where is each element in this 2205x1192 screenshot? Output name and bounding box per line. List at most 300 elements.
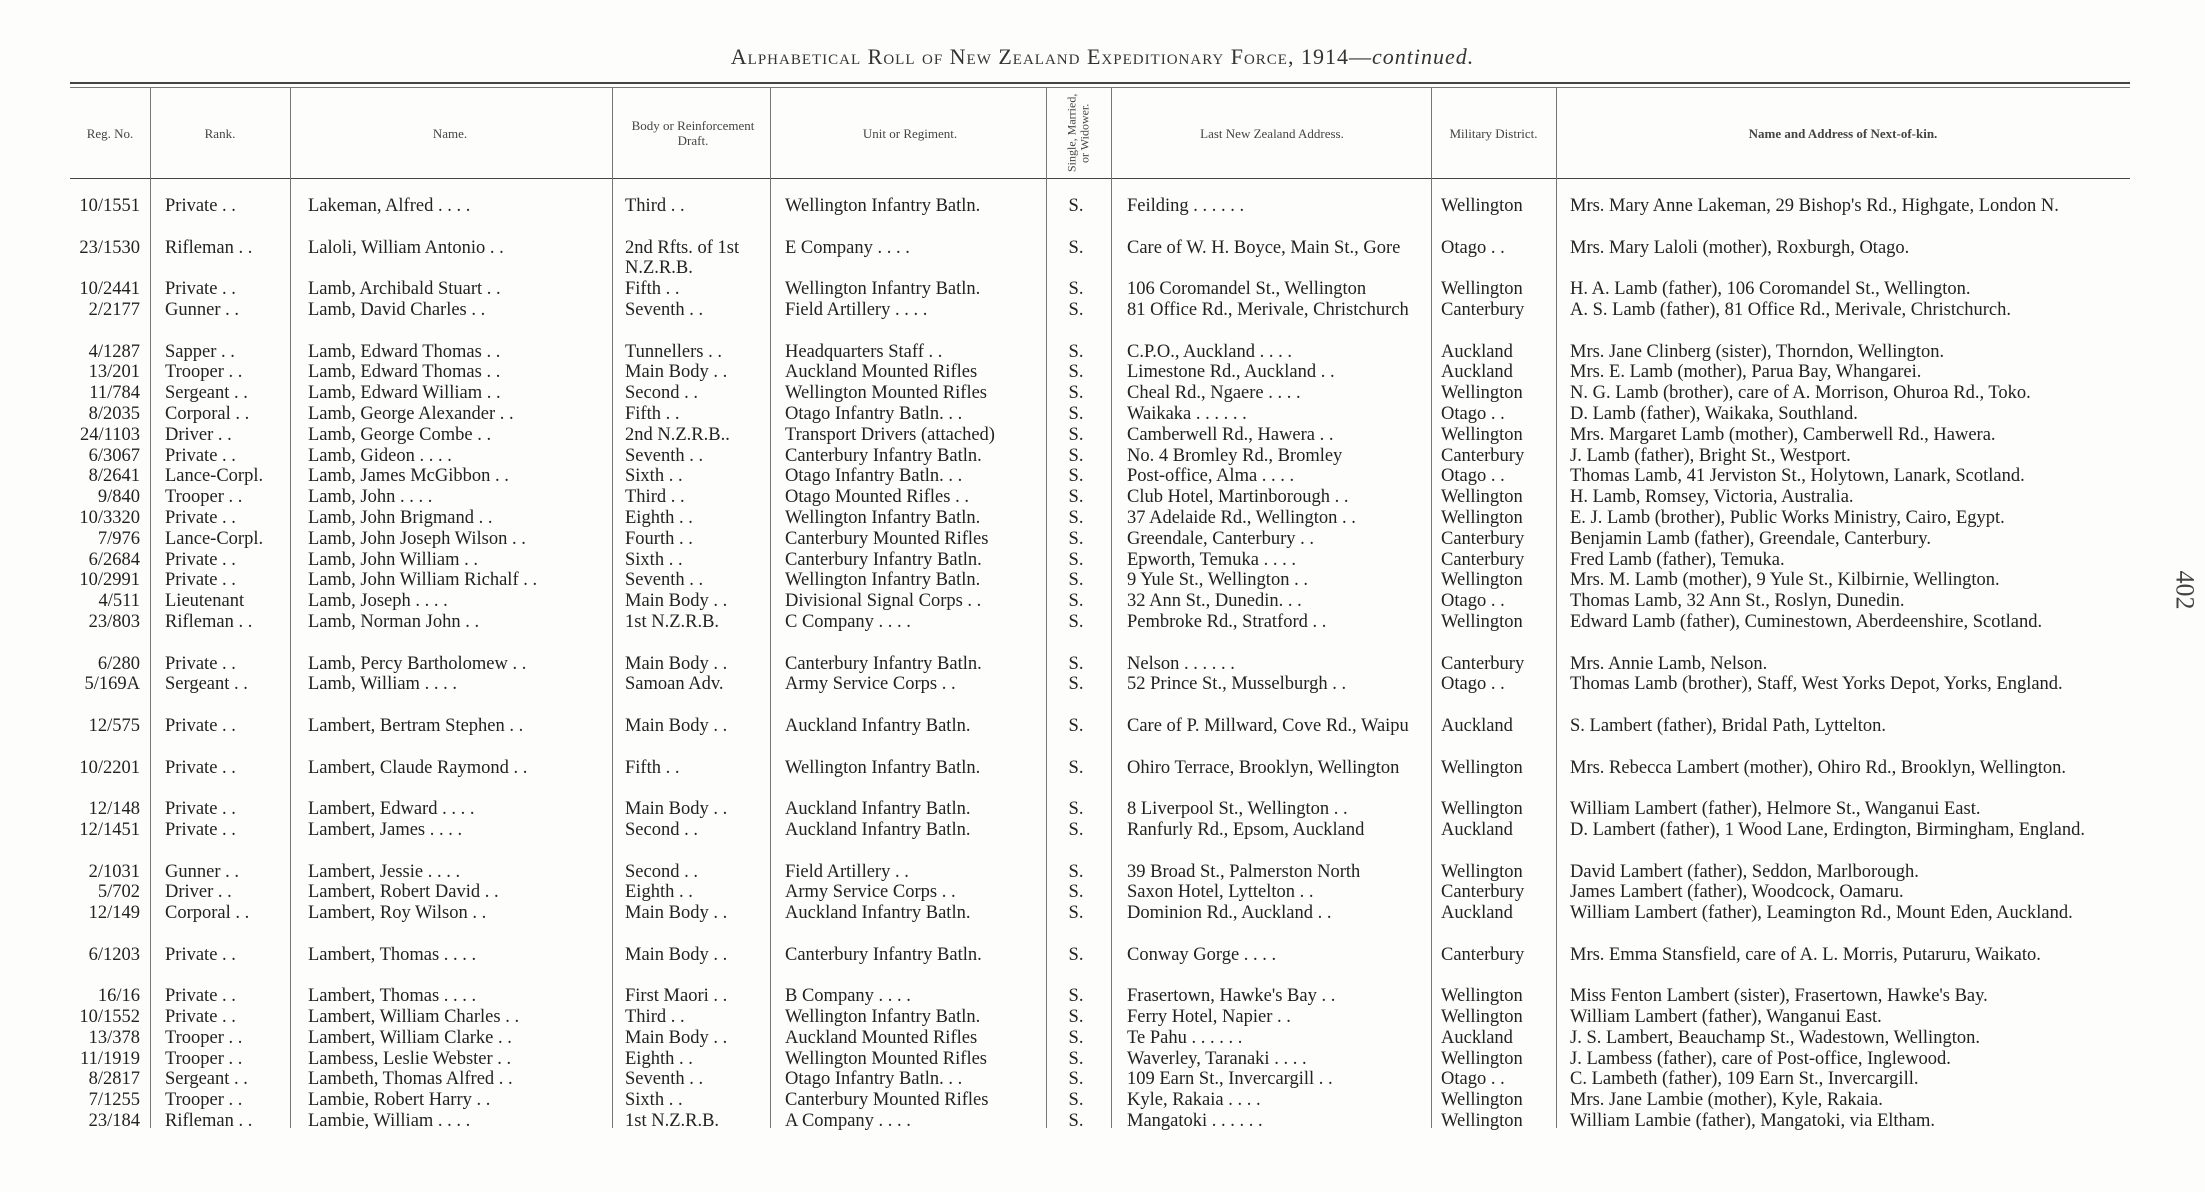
- cell-unit: Auckland Infantry Batln.: [785, 819, 971, 840]
- cell-reg: 16/16: [97, 986, 140, 1007]
- cell-unit: Wellington Mounted Rifles: [785, 1048, 987, 1069]
- cell-body: 2nd N.Z.R.B..: [625, 424, 730, 445]
- cell-name: Laloli, William Antonio . .: [308, 237, 504, 258]
- cell-reg: 2/1031: [88, 861, 140, 882]
- cell-unit: Canterbury Infantry Batln.: [785, 549, 982, 570]
- table-row: [0, 1069, 2205, 1090]
- cell-addr: Epworth, Temuka . . . .: [1127, 549, 1296, 570]
- cell-name: Lambert, Jessie . . . .: [308, 861, 461, 882]
- cell-rank: Private . .: [165, 196, 236, 216]
- cell-body: Third . .: [625, 487, 685, 508]
- table-row: [0, 1007, 2205, 1028]
- title-main: Alphabetical Roll of New Zealand Expeditionary Force, 1914—: [730, 44, 1372, 69]
- cell-kin: Mrs. Margaret Lamb (mother), Camberwell Rd., Hawera.: [1570, 424, 1996, 445]
- cell-kin: Edward Lamb (father), Cuminestown, Aberdeenshire, Scotland.: [1570, 611, 2043, 632]
- cell-body: Eighth . .: [625, 507, 693, 528]
- cell-body: Fifth . .: [625, 403, 680, 424]
- cell-reg: 23/1530: [79, 237, 140, 258]
- cell-reg: 6/2684: [88, 549, 140, 570]
- cell-name: Lambert, William Charles . .: [308, 1007, 520, 1028]
- cell-kin: Miss Fenton Lambert (sister), Frasertown, Hawke's Bay.: [1570, 986, 1988, 1007]
- table-row: [0, 529, 2205, 550]
- cell-status: S.: [1068, 570, 1084, 591]
- cell-reg: 8/2035: [88, 403, 140, 424]
- cell-dist: Wellington: [1441, 424, 1523, 445]
- cell-reg: 7/1255: [88, 1090, 140, 1111]
- cell-unit: Auckland Mounted Rifles: [785, 362, 978, 383]
- cell-status: S.: [1068, 861, 1084, 882]
- cell-dist: Canterbury: [1441, 445, 1525, 466]
- cell-name: Lamb, John Joseph Wilson . .: [308, 528, 526, 549]
- page-number: 402: [2170, 570, 2200, 610]
- cell-name: Lamb, Norman John . .: [308, 611, 480, 632]
- header-rank: Rank.: [204, 125, 236, 141]
- cell-addr: Frasertown, Hawke's Bay . .: [1127, 986, 1336, 1007]
- cell-name: Lamb, Percy Bartholomew . .: [308, 653, 527, 674]
- cell-body: Main Body . .: [625, 715, 728, 736]
- cell-rank: Private . .: [165, 715, 236, 736]
- cell-unit: Auckland Infantry Batln.: [785, 715, 971, 736]
- table-row: [0, 446, 2205, 467]
- table-row: [0, 758, 2205, 800]
- cell-addr: 9 Yule St., Wellington . .: [1127, 570, 1308, 591]
- cell-kin: Mrs. Jane Clinberg (sister), Thorndon, Wellington.: [1570, 341, 1945, 362]
- cell-addr: 52 Prince St., Musselburgh . .: [1127, 674, 1347, 695]
- table-row: [0, 404, 2205, 425]
- cell-rank: Rifleman . .: [165, 1111, 253, 1132]
- cell-addr: No. 4 Bromley Rd., Bromley: [1127, 445, 1343, 466]
- cell-name: Lambert, Claude Raymond . .: [308, 757, 528, 778]
- cell-status: S.: [1068, 819, 1084, 840]
- cell-status: S.: [1068, 1090, 1084, 1111]
- cell-rank: Rifleman . .: [165, 611, 253, 632]
- cell-body: Main Body . .: [625, 653, 728, 674]
- cell-addr: 8 Liverpool St., Wellington . .: [1127, 799, 1348, 820]
- cell-dist: Otago . .: [1441, 674, 1505, 695]
- cell-dist: Wellington: [1441, 487, 1523, 508]
- table-row: [0, 986, 2205, 1007]
- cell-addr: Kyle, Rakaia . . . .: [1127, 1090, 1261, 1111]
- cell-addr: 32 Ann St., Dunedin. . .: [1127, 591, 1302, 612]
- cell-kin: Mrs. Mary Laloli (mother), Roxburgh, Otago.: [1570, 237, 1910, 258]
- cell-body: Sixth . .: [625, 466, 683, 487]
- cell-rank: Sapper . .: [165, 341, 235, 362]
- cell-reg: 10/3320: [79, 507, 140, 528]
- cell-kin: William Lambert (father), Wanganui East.: [1570, 1007, 1882, 1028]
- cell-name: Lamb, John Brigmand . .: [308, 507, 493, 528]
- cell-unit: Wellington Infantry Batln.: [785, 196, 981, 216]
- cell-reg: 12/575: [88, 715, 140, 736]
- cell-name: Lamb, George Combe . .: [308, 424, 492, 445]
- cell-name: Lamb, Archibald Stuart . .: [308, 279, 501, 300]
- cell-dist: Auckland: [1441, 1027, 1513, 1048]
- cell-unit: Auckland Infantry Batln.: [785, 903, 971, 924]
- cell-reg: 5/169A: [84, 674, 140, 695]
- cell-reg: 13/378: [88, 1027, 140, 1048]
- cell-unit: B Company . . . .: [785, 986, 911, 1007]
- header-next-of-kin: Name and Address of Next-of-kin.: [1748, 125, 1938, 141]
- header-reg-no: Reg. No.: [86, 125, 134, 141]
- cell-addr: Care of P. Millward, Cove Rd., Waipu: [1127, 715, 1409, 736]
- cell-reg: 10/2441: [79, 279, 140, 300]
- table-row: [0, 674, 2205, 716]
- cell-status: S.: [1068, 549, 1084, 570]
- cell-reg: 12/1451: [79, 819, 140, 840]
- cell-status: S.: [1068, 403, 1084, 424]
- cell-status: S.: [1068, 653, 1084, 674]
- cell-unit: Otago Infantry Batln. . .: [785, 1069, 963, 1090]
- cell-unit: Wellington Mounted Rifles: [785, 383, 987, 404]
- cell-kin: William Lambert (father), Leamington Rd., Mount Eden, Auckland.: [1570, 903, 2073, 924]
- cell-unit: Otago Infantry Batln. . .: [785, 466, 963, 487]
- cell-unit: Canterbury Mounted Rifles: [785, 1090, 989, 1111]
- cell-status: S.: [1068, 196, 1084, 216]
- cell-body: Main Body . .: [625, 799, 728, 820]
- cell-status: S.: [1068, 903, 1084, 924]
- cell-name: Lambie, Robert Harry . .: [308, 1090, 491, 1111]
- table-row: [0, 820, 2205, 862]
- table-row: [0, 1111, 2205, 1132]
- cell-kin: William Lambert (father), Helmore St., Wanganui East.: [1570, 799, 1981, 820]
- cell-addr: Saxon Hotel, Lyttelton . .: [1127, 882, 1314, 903]
- cell-reg: 8/2817: [88, 1069, 140, 1090]
- cell-rank: Private . .: [165, 549, 236, 570]
- cell-reg: 6/280: [97, 653, 140, 674]
- cell-dist: Canterbury: [1441, 653, 1525, 674]
- cell-kin: James Lambert (father), Woodcock, Oamaru.: [1570, 882, 1904, 903]
- page-title: [0, 44, 2205, 70]
- cell-status: S.: [1068, 424, 1084, 445]
- cell-body: Sixth . .: [625, 549, 683, 570]
- cell-rank: Driver . .: [165, 424, 232, 445]
- cell-rank: Driver . .: [165, 882, 232, 903]
- cell-name: Lambie, William . . . .: [308, 1111, 471, 1132]
- header-military-district: Military District.: [1449, 125, 1538, 141]
- cell-body: Samoan Adv.: [625, 674, 724, 695]
- cell-name: Lambert, Thomas . . . .: [308, 986, 477, 1007]
- cell-name: Lamb, Edward Thomas . .: [308, 341, 501, 362]
- cell-rank: Trooper . .: [165, 362, 243, 383]
- cell-name: Lambert, James . . . .: [308, 819, 463, 840]
- cell-kin: J. Lamb (father), Bright St., Westport.: [1570, 445, 1851, 466]
- cell-kin: William Lambie (father), Mangatoki, via Eltham.: [1570, 1111, 1936, 1132]
- cell-dist: Wellington: [1441, 570, 1523, 591]
- cell-kin: N. G. Lamb (brother), care of A. Morrison, Ohuroa Rd., Toko.: [1570, 383, 2031, 404]
- cell-rank: Rifleman . .: [165, 237, 253, 258]
- cell-rank: Lieutenant: [165, 591, 245, 612]
- cell-name: Lambert, William Clarke . .: [308, 1027, 512, 1048]
- cell-body: Seventh . .: [625, 1069, 704, 1090]
- cell-status: S.: [1068, 528, 1084, 549]
- cell-dist: Wellington: [1441, 1111, 1523, 1132]
- cell-status: S.: [1068, 383, 1084, 404]
- cell-addr: Te Pahu . . . . . .: [1127, 1027, 1243, 1048]
- cell-unit: Canterbury Infantry Batln.: [785, 445, 982, 466]
- cell-body: Fifth . .: [625, 757, 680, 778]
- cell-kin: David Lambert (father), Seddon, Marlborough.: [1570, 861, 1919, 882]
- cell-addr: 39 Broad St., Palmerston North: [1127, 861, 1361, 882]
- cell-rank: Sergeant . .: [165, 383, 248, 404]
- cell-body: Fifth . .: [625, 279, 680, 300]
- cell-body: Seventh . .: [625, 299, 704, 320]
- cell-rank: Gunner . .: [165, 861, 239, 882]
- cell-reg: 4/511: [98, 591, 140, 612]
- cell-status: S.: [1068, 799, 1084, 820]
- cell-status: S.: [1068, 445, 1084, 466]
- cell-body: Tunnellers . .: [625, 341, 722, 362]
- cell-unit: Army Service Corps . .: [785, 882, 956, 903]
- cell-addr: Ferry Hotel, Napier . .: [1127, 1007, 1291, 1028]
- cell-kin: Mrs. Emma Stansfield, care of A. L. Morris, Putaruru, Waikato.: [1570, 944, 2041, 965]
- cell-reg: 4/1287: [88, 341, 140, 362]
- cell-dist: Canterbury: [1441, 882, 1525, 903]
- cell-status: S.: [1068, 299, 1084, 320]
- cell-unit: Wellington Infantry Batln.: [785, 757, 981, 778]
- cell-kin: J. S. Lambert, Beauchamp St., Wadestown, Wellington.: [1570, 1027, 1980, 1048]
- table-row: [0, 383, 2205, 404]
- cell-body: Main Body . .: [625, 1027, 728, 1048]
- cell-rank: Trooper . .: [165, 487, 243, 508]
- cell-reg: 13/201: [88, 362, 140, 383]
- cell-rank: Private . .: [165, 507, 236, 528]
- cell-rank: Lance-Corpl.: [165, 466, 264, 487]
- cell-unit: E Company . . . .: [785, 237, 910, 258]
- cell-body: Main Body . .: [625, 944, 728, 965]
- cell-kin: Mrs. Rebecca Lambert (mother), Ohiro Rd., Brooklyn, Wellington.: [1570, 757, 2067, 778]
- cell-unit: Divisional Signal Corps . .: [785, 591, 982, 612]
- cell-body: Third . .: [625, 196, 685, 216]
- cell-dist: Canterbury: [1441, 528, 1525, 549]
- cell-kin: H. Lamb, Romsey, Victoria, Australia.: [1570, 487, 1854, 508]
- title-continued: continued.: [1371, 44, 1475, 69]
- cell-rank: Lance-Corpl.: [165, 528, 264, 549]
- cell-dist: Auckland: [1441, 819, 1513, 840]
- cell-status: S.: [1068, 341, 1084, 362]
- cell-status: S.: [1068, 487, 1084, 508]
- cell-dist: Otago . .: [1441, 1069, 1505, 1090]
- cell-status: S.: [1068, 674, 1084, 695]
- cell-name: Lamb, John William Richalf . .: [308, 570, 538, 591]
- cell-rank: Sergeant . .: [165, 1069, 248, 1090]
- cell-dist: Wellington: [1441, 757, 1523, 778]
- cell-dist: Wellington: [1441, 799, 1523, 820]
- cell-name: Lamb, Joseph . . . .: [308, 591, 448, 612]
- cell-kin: Mrs. E. Lamb (mother), Parua Bay, Whangarei.: [1570, 362, 1922, 383]
- cell-reg: 12/149: [88, 903, 140, 924]
- cell-addr: Conway Gorge . . . .: [1127, 944, 1277, 965]
- cell-dist: Auckland: [1441, 341, 1513, 362]
- cell-name: Lambert, Thomas . . . .: [308, 944, 477, 965]
- cell-reg: 8/2641: [88, 466, 140, 487]
- cell-reg: 24/1103: [80, 424, 140, 445]
- cell-name: Lamb, James McGibbon . .: [308, 466, 509, 487]
- cell-addr: Nelson . . . . . .: [1127, 653, 1235, 674]
- cell-addr: 106 Coromandel St., Wellington: [1127, 279, 1367, 300]
- table-row: [0, 612, 2205, 654]
- cell-status: S.: [1068, 1111, 1084, 1132]
- cell-reg: 10/1552: [79, 1007, 140, 1028]
- cell-kin: Mrs. Mary Anne Lakeman, 29 Bishop's Rd., Highgate, London N.: [1570, 196, 2059, 216]
- cell-addr: Ranfurly Rd., Epsom, Auckland: [1127, 819, 1365, 840]
- cell-body: Seventh . .: [625, 445, 704, 466]
- cell-kin: Mrs. Jane Lambie (mother), Kyle, Rakaia.: [1570, 1090, 1883, 1111]
- cell-unit: Auckland Mounted Rifles: [785, 1027, 978, 1048]
- cell-name: Lambert, Robert David . .: [308, 882, 499, 903]
- table-row: [0, 425, 2205, 446]
- header-name: Name.: [432, 125, 468, 141]
- cell-body: Eighth . .: [625, 1048, 693, 1069]
- cell-addr: Ohiro Terrace, Brooklyn, Wellington: [1127, 757, 1400, 778]
- cell-kin: Mrs. M. Lamb (mother), 9 Yule St., Kilbirnie, Wellington.: [1570, 570, 2000, 591]
- cell-dist: Wellington: [1441, 196, 1523, 216]
- cell-addr: Waikaka . . . . . .: [1127, 403, 1247, 424]
- cell-kin: J. Lambess (father), care of Post-office, Inglewood.: [1570, 1048, 1951, 1069]
- cell-name: Lambess, Leslie Webster . .: [308, 1048, 512, 1069]
- cell-rank: Trooper . .: [165, 1090, 243, 1111]
- cell-kin: D. Lambert (father), 1 Wood Lane, Erdington, Birmingham, England.: [1570, 819, 2086, 840]
- cell-reg: 11/1919: [80, 1048, 140, 1069]
- cell-addr: Cheal Rd., Ngaere . . . .: [1127, 383, 1301, 404]
- table-row: [0, 238, 2205, 280]
- cell-status: S.: [1068, 1007, 1084, 1028]
- cell-body: Second . .: [625, 819, 698, 840]
- cell-name: Lamb, George Alexander . .: [308, 403, 514, 424]
- table-row: [0, 362, 2205, 383]
- cell-addr: 37 Adelaide Rd., Wellington . .: [1127, 507, 1356, 528]
- table-row: [0, 862, 2205, 883]
- cell-body: Main Body . .: [625, 903, 728, 924]
- table-row: [0, 508, 2205, 529]
- table-row: [0, 1028, 2205, 1049]
- table-row: [0, 570, 2205, 591]
- cell-dist: Auckland: [1441, 715, 1513, 736]
- table-row: [0, 903, 2205, 945]
- cell-kin: Thomas Lamb, 32 Ann St., Roslyn, Dunedin.: [1570, 591, 1905, 612]
- cell-reg: 6/1203: [88, 944, 140, 965]
- header-status: Single, Married, or Widower.: [1064, 93, 1092, 173]
- cell-name: Lambert, Roy Wilson . .: [308, 903, 487, 924]
- cell-body: 1st N.Z.R.B.: [625, 611, 720, 632]
- cell-body: Seventh . .: [625, 570, 704, 591]
- cell-dist: Wellington: [1441, 861, 1523, 882]
- cell-kin: D. Lamb (father), Waikaka, Southland.: [1570, 403, 1858, 424]
- cell-status: S.: [1068, 986, 1084, 1007]
- cell-addr: Dominion Rd., Auckland . .: [1127, 903, 1332, 924]
- table-row: [0, 279, 2205, 300]
- cell-rank: Trooper . .: [165, 1048, 243, 1069]
- cell-status: S.: [1068, 1048, 1084, 1069]
- cell-rank: Corporal . .: [165, 403, 250, 424]
- cell-reg: 7/976: [97, 528, 140, 549]
- cell-unit: Wellington Infantry Batln.: [785, 1007, 981, 1028]
- cell-body: Third . .: [625, 1007, 685, 1028]
- cell-rank: Sergeant . .: [165, 674, 248, 695]
- cell-kin: H. A. Lamb (father), 106 Coromandel St., Wellington.: [1570, 279, 1971, 300]
- cell-status: S.: [1068, 1027, 1084, 1048]
- cell-unit: Canterbury Infantry Batln.: [785, 653, 982, 674]
- cell-reg: 2/2177: [88, 299, 140, 320]
- cell-reg: 12/148: [88, 799, 140, 820]
- cell-status: S.: [1068, 279, 1084, 300]
- cell-body: Sixth . .: [625, 1090, 683, 1111]
- cell-unit: A Company . . . .: [785, 1111, 911, 1132]
- cell-unit: Otago Mounted Rifles . .: [785, 487, 969, 508]
- cell-name: Lamb, Edward Thomas . .: [308, 362, 501, 383]
- cell-addr: Waverley, Taranaki . . . .: [1127, 1048, 1307, 1069]
- cell-unit: Otago Infantry Batln. . .: [785, 403, 963, 424]
- header-unit: Unit or Regiment.: [862, 125, 958, 141]
- cell-dist: Wellington: [1441, 383, 1523, 404]
- cell-kin: C. Lambeth (father), 109 Earn St., Invercargill.: [1570, 1069, 1919, 1090]
- cell-body: Main Body . .: [625, 591, 728, 612]
- cell-addr: Feilding . . . . . .: [1127, 196, 1245, 216]
- cell-unit: Wellington Infantry Batln.: [785, 279, 981, 300]
- cell-rank: Private . .: [165, 570, 236, 591]
- cell-reg: 10/1551: [79, 196, 140, 216]
- cell-body: First Maori . .: [625, 986, 728, 1007]
- cell-dist: Wellington: [1441, 1090, 1523, 1111]
- cell-status: S.: [1068, 466, 1084, 487]
- cell-status: S.: [1068, 611, 1084, 632]
- table-row: [0, 945, 2205, 987]
- table-row: [0, 1090, 2205, 1111]
- cell-reg: 11/784: [89, 383, 140, 404]
- cell-name: Lamb, David Charles . .: [308, 299, 486, 320]
- cell-kin: Benjamin Lamb (father), Greendale, Canterbury.: [1570, 528, 1931, 549]
- table-row: [0, 882, 2205, 903]
- table-row: [0, 716, 2205, 758]
- cell-rank: Gunner . .: [165, 299, 239, 320]
- cell-unit: Canterbury Mounted Rifles: [785, 528, 989, 549]
- table-row: [0, 487, 2205, 508]
- cell-rank: Private . .: [165, 757, 236, 778]
- cell-body: Second . .: [625, 383, 698, 404]
- cell-rank: Private . .: [165, 653, 236, 674]
- cell-unit: Field Artillery . .: [785, 861, 909, 882]
- cell-dist: Otago . .: [1441, 403, 1505, 424]
- table-row: [0, 342, 2205, 363]
- cell-rank: Private . .: [165, 944, 236, 965]
- top-rule: [70, 82, 2130, 84]
- cell-status: S.: [1068, 237, 1084, 258]
- cell-name: Lakeman, Alfred . . . .: [308, 196, 471, 216]
- cell-rank: Corporal . .: [165, 903, 250, 924]
- cell-dist: Canterbury: [1441, 299, 1525, 320]
- roll-table: [0, 196, 2205, 1132]
- cell-kin: Thomas Lamb (brother), Staff, West Yorks Depot, Yorks, England.: [1570, 674, 2063, 695]
- table-row: [0, 591, 2205, 612]
- cell-reg: 9/840: [97, 487, 140, 508]
- header-rule: [70, 178, 2130, 179]
- cell-body: Fourth . .: [625, 528, 693, 549]
- cell-dist: Wellington: [1441, 507, 1523, 528]
- cell-body: Eighth . .: [625, 882, 693, 903]
- cell-dist: Otago . .: [1441, 466, 1505, 487]
- cell-name: Lamb, John . . . .: [308, 487, 433, 508]
- table-row: [0, 466, 2205, 487]
- cell-unit: C Company . . . .: [785, 611, 911, 632]
- cell-addr: Mangatoki . . . . . .: [1127, 1111, 1263, 1132]
- cell-kin: Mrs. Annie Lamb, Nelson.: [1570, 653, 1768, 674]
- cell-addr: Greendale, Canterbury . .: [1127, 528, 1314, 549]
- cell-name: Lambert, Bertram Stephen . .: [308, 715, 524, 736]
- cell-dist: Canterbury: [1441, 944, 1525, 965]
- cell-rank: Private . .: [165, 1007, 236, 1028]
- cell-status: S.: [1068, 757, 1084, 778]
- cell-name: Lamb, John William . .: [308, 549, 479, 570]
- cell-rank: Private . .: [165, 445, 236, 466]
- cell-reg: 6/3067: [88, 445, 140, 466]
